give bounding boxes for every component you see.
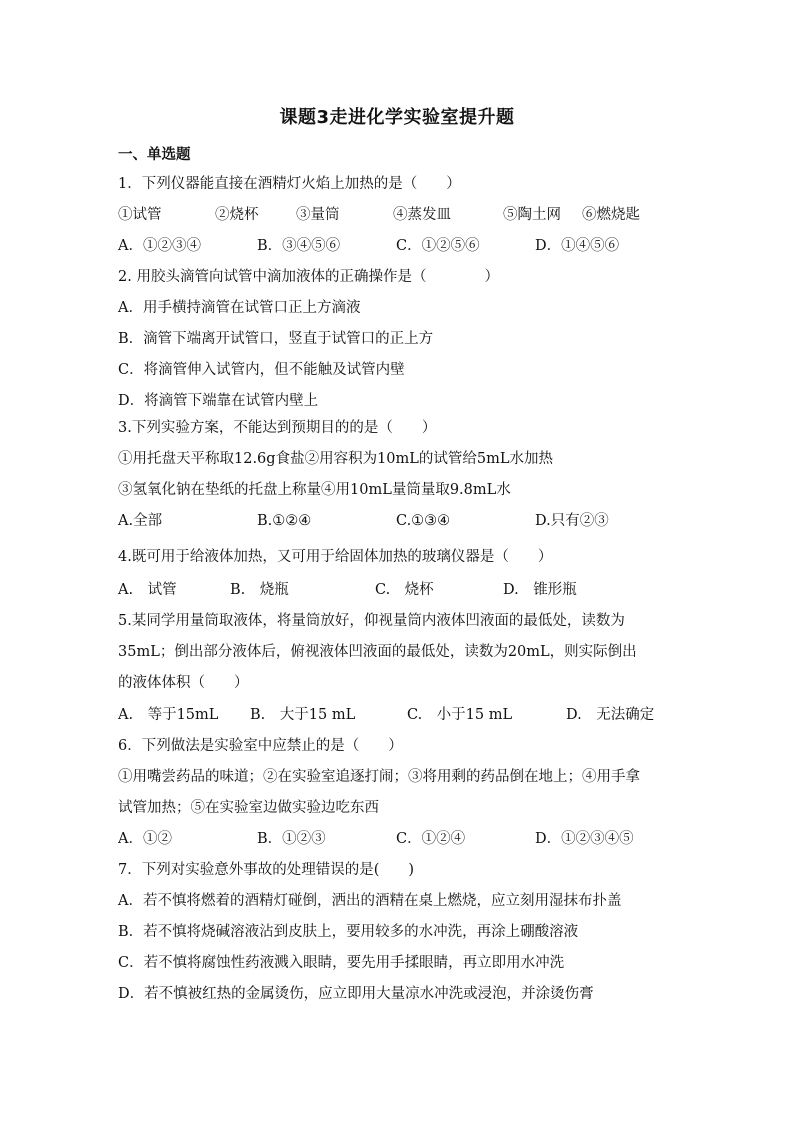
q4-option-a: A. 试管 bbox=[118, 582, 177, 598]
q6-option-d: D．①②③④⑤ bbox=[535, 831, 634, 847]
q4-option-c: C. 烧杯 bbox=[375, 582, 434, 598]
question-3-stem: 3.下列实验方案，不能达到预期目的的是（ ） bbox=[118, 420, 437, 436]
q3-line-2: ③氢氧化钠在垫纸的托盘上称量④用10mL量筒量取9.8mL水 bbox=[118, 482, 511, 498]
q5-option-c: C. 小于15 mL bbox=[407, 707, 513, 723]
q6-line-2: 试管加热；⑤在实验室边做实验边吃东西 bbox=[118, 800, 379, 816]
q6-option-a: A．①② bbox=[118, 831, 172, 847]
q5-option-b: B. 大于15 mL bbox=[250, 707, 356, 723]
question-4-stem: 4.既可用于给液体加热，又可用于给固体加热的玻璃仪器是（ ） bbox=[118, 549, 553, 565]
q7-option-d: D．若不慎被红热的金属烫伤，应立即用大量凉水冲洗或浸泡，并涂烫伤膏 bbox=[118, 986, 594, 1002]
q3-option-b: B.①②④ bbox=[257, 513, 312, 529]
q6-option-c: C．①②④ bbox=[396, 831, 466, 847]
question-7-stem: 7．下列对实验意外事故的处理错误的是( ) bbox=[118, 862, 415, 878]
q2-option-a: A．用手横持滴管在试管口正上方滴液 bbox=[118, 300, 361, 316]
q2-option-b: B．滴管下端离开试管口，竖直于试管口的正上方 bbox=[118, 331, 434, 347]
q6-line-1: ①用嘴尝药品的味道；②在实验室追逐打闹；③将用剩的药品倒在地上；④用手拿 bbox=[118, 769, 640, 785]
q1-item-4: ④蒸发皿 bbox=[393, 207, 451, 223]
q1-option-a: A．①②③④ bbox=[118, 238, 201, 254]
q5-option-d: D. 无法确定 bbox=[566, 707, 655, 723]
q1-item-1: ①试管 bbox=[118, 207, 162, 223]
q7-option-b: B．若不慎将烧碱溶液沾到皮肤上，要用较多的水冲洗，再涂上硼酸溶液 bbox=[118, 924, 579, 940]
q1-item-6: ⑥燃烧匙 bbox=[582, 207, 640, 223]
q5-line-2: 35mL；倒出部分液体后，俯视液体凹液面的最低处，读数为20mL，则实际倒出 bbox=[118, 644, 637, 660]
q4-option-b: B. 烧瓶 bbox=[230, 582, 289, 598]
page-title: 课题3走进化学实验室提升题 bbox=[279, 107, 515, 128]
q3-option-a: A.全部 bbox=[118, 513, 163, 529]
q1-option-d: D．①④⑤⑥ bbox=[535, 238, 620, 254]
q3-option-c: C.①③④ bbox=[396, 513, 451, 529]
q1-item-3: ③量筒 bbox=[296, 207, 340, 223]
q2-option-d: D．将滴管下端靠在试管内壁上 bbox=[118, 393, 319, 409]
q1-item-5: ⑤陶土网 bbox=[503, 207, 561, 223]
section-heading: 一、单选题 bbox=[118, 147, 191, 163]
q1-item-2: ②烧杯 bbox=[215, 207, 259, 223]
question-1-stem: 1．下列仪器能直接在酒精灯火焰上加热的是（ ） bbox=[118, 176, 461, 192]
q3-line-1: ①用托盘天平称取12.6g食盐②用容积为10mL的试管给5mL水加热 bbox=[118, 451, 553, 467]
question-2-stem: 2. 用胶头滴管向试管中滴加液体的正确操作是（ ） bbox=[118, 269, 499, 285]
q2-option-c: C．将滴管伸入试管内，但不能触及试管内壁 bbox=[118, 362, 405, 378]
q1-option-c: C．①②⑤⑥ bbox=[396, 238, 480, 254]
q5-line-1: 5.某同学用量筒取液体，将量筒放好，仰视量筒内液体凹液面的最低处，读数为 bbox=[118, 613, 625, 629]
q5-option-a: A. 等于15mL bbox=[118, 707, 219, 723]
q7-option-c: C．若不慎将腐蚀性药液溅入眼睛，要先用手揉眼睛，再立即用水冲洗 bbox=[118, 955, 565, 971]
q4-option-d: D. 锥形瓶 bbox=[503, 582, 577, 598]
q5-line-3: 的液体体积（ ） bbox=[118, 675, 249, 691]
q1-option-b: B．③④⑤⑥ bbox=[257, 238, 341, 254]
question-6-stem: 6．下列做法是实验室中应禁止的是（ ） bbox=[118, 738, 403, 754]
q3-option-d: D.只有②③ bbox=[535, 513, 609, 529]
q7-option-a: A．若不慎将燃着的酒精灯碰倒，洒出的酒精在桌上燃烧，应立刻用湿抹布扑盖 bbox=[118, 893, 622, 909]
q6-option-b: B．①②③ bbox=[257, 831, 326, 847]
